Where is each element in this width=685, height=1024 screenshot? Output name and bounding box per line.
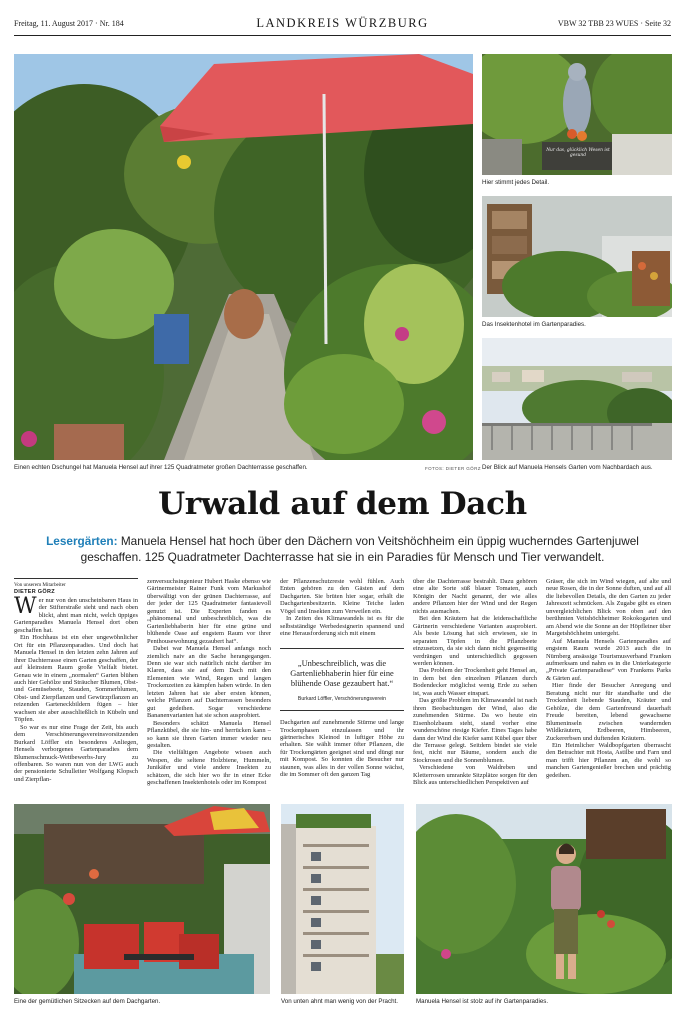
issue-date: Freitag, 11. August 2017 · Nr. 184	[14, 19, 124, 28]
pull-quote-attribution: Burkard Löffler, Verschönerungsverein	[297, 695, 387, 702]
page-meta: VBW 32 TBB 23 WUES · Seite 32	[557, 19, 671, 28]
article-paragraph: Das Problem der Trockenheit geht Hensel an, in dem bei den einzelnen Pflanzen durch Bodendecker möglichst wenig Erde zu sehen ist, was auch Wasser einspart.	[413, 667, 537, 697]
seating-corner-illustration	[14, 804, 270, 994]
pull-quote-text: „Unbeschreiblich, was die Gartenliebhaberin hier für eine blühende Oase gezaubert hat.“	[290, 658, 394, 688]
side-photo-rooftop-view	[482, 338, 672, 460]
article-column-3	[280, 578, 404, 796]
article-paragraph: So war es nur eine Frage der Zeit, bis auch dem Verschönerungsvereinsvorsitzenden Burkard Löffler ein besonderes Anliegen, Hensels verborgenes Gartenparadies dem Blumenschmuck-Wettbewerbs-Jury zu offenbaren. So waren nun von der LWG auch der pensionierte Schulleiter Wolfgang Klopsch und Zierpflan-	[14, 723, 138, 783]
drop-cap: W	[14, 594, 37, 619]
side-photo-2-caption: Das Insektenhotel im Gartenparadies.	[482, 321, 586, 328]
pull-quote	[280, 648, 404, 712]
garden-jungle-illustration	[14, 54, 473, 460]
deck-text: Manuela Hensel hat hoch über den Dächern von Veitshöchheim ein üppig wucherndes Gartenjuwel geschaffen. 125 Quadratmeter Dachterrasse hat sie in ein Paradies für Mensch und Tier verwandelt.	[80, 534, 639, 564]
side-photo-insect-hotel	[482, 196, 672, 317]
article-column-1	[14, 578, 138, 796]
bottom-photo-1-caption: Eine der gemütlichen Sitzecken auf dem Dachgarten.	[14, 998, 161, 1005]
side-photo-statue	[482, 54, 672, 175]
byline-label: Von unserem Mitarbeiter	[14, 582, 66, 588]
apartment-building-illustration	[281, 804, 404, 994]
article-column-2	[147, 578, 271, 796]
article-paragraph: Verschiedene von Waldreben und Kletterrosen umrankte Sitzplätze sorgen für den Blick aus unterschiedlichen Perspektiven auf	[413, 764, 537, 787]
article-paragraph: Auf Manuela Hensels Gartenparadies auf engstem Raum wurde 2013 auch die in Nürnberg ansässige Tourismusverband Franken aufmerksam und nahm es in die Unterkategorie „Private Gartenparadiese“ von Frankens Parks & Gärten auf.	[546, 637, 671, 682]
garden-sign: Nur das, glücklich Wesen ist gesund	[546, 148, 610, 158]
article-paragraph: In Zeiten des Klimawandels ist es für die selbstständige Werbedesignerin spannend und eine Herausforderung sich mit einem	[280, 615, 404, 638]
article-deck	[40, 533, 645, 565]
bottom-photo-seating	[14, 804, 270, 994]
byline	[14, 578, 138, 595]
article-paragraph: über die Dachterrasse bestrahlt. Dazu gehören eine alte Sorte süß blauer Tomaten, auch Königin der Nacht genannt, der wie alles andere Pflanzen hier der Wind und der Regen nichts ausmachen.	[413, 578, 537, 615]
gardener-portrait-illustration	[416, 804, 672, 994]
main-photo-caption: Einen echten Dschungel hat Manuela Hensel auf ihrer 125 Quadratmeter großen Dachterrasse geschaffen.	[14, 464, 308, 471]
article-paragraph: Hier finde der Besucher Anregung und Beratung nicht nur für standhafte und die Trockenheit liebende Stauden, Kräuter und Gehölze, die dem Gartenfreund dauerhaft Freude bereiten, lebend gewachsene Blumeninseln zwischen wandernden Wildkräutern, Erdbeeren, Himbeeren, Zuckererbsen und duftenden Kräutern.	[546, 682, 671, 742]
article-paragraph: Besonders schätzt Manuela Hensel Pflanzkübel, die sie hin- und herrücken kann – so kann sie ihren Garten immer wieder neu gestalten.	[147, 719, 271, 749]
insect-hotel-illustration	[482, 196, 672, 317]
article-paragraph: Bei den Kräutern hat die leidenschaftliche Gärtnerin verschiedene Varianten ausprobiert. Als beste Lösung hat sich erwiesen, sie in separaten Töpfen in die Pflanzbeete einzusetzen, da sie sich dann nicht gegenseitig verdrängen und unterschiedlich gegossen werden können.	[413, 615, 537, 667]
article-paragraph: Die vielfältigen Angebote wissen auch Wespen, die seltene Holzbiene, Hummeln, Junikäfer und viele andere Insekten zu schätzen, die sich hier wo ihr in einer Ecke geschaffenen Insektenhotels oder im Kompost	[147, 749, 271, 787]
bottom-photo-3-caption: Manuela Hensel ist stolz auf ihr Gartenparadies.	[416, 998, 549, 1005]
article-paragraph: Das größte Problem im Klimawandel ist nach ihren Beobachtungen der Wind, also die zunehmenden Stürme. Da wo heute ein Eisenholzbaum steht, stand vorher eine wunderschöne riesige Kiefer. Eines Tages habe dann der Wind die Kiefer samt Kübel quer über die Terrasse gelegt. Seitdem bindet sie viele fest, nicht nur Bäume, sondern auch die Stockrosen und die Sonnenblumen.	[413, 697, 537, 764]
side-photo-1-caption: Hier stimmt jedes Detail.	[482, 179, 550, 186]
article-paragraph: zenversuchsingenieur Hubert Haske ebenso wie Gärtnermeister Rainer Funk vom Markushof überwältigt von der grünen Dachterrasse, auf der jeder der 125 Quadratmeter fantasievoll genutzt ist. Die Experten fanden es „phänomenal und unbeschreiblich, was die Gartenliebhaberin hier für eine grüne und blühende Oase auf engstem Raum vor ihrer Penthousewohnung gezaubert hat“.	[147, 578, 271, 645]
section-title: LANDKREIS WÜRZBURG	[256, 16, 429, 30]
page-header	[14, 14, 671, 36]
article-column-4	[413, 578, 537, 796]
main-garden-photo	[14, 54, 473, 460]
deck-kicker: Lesergärten:	[46, 534, 118, 548]
article-paragraph: Ein Hochhaus ist ein eher ungewöhnlicher Ort für ein Pflanzenparadies. Und doch hat Manuela Hensel in den letzten zehn Jahren auf ihrer Dachterrasse einen Garten geschaffen, der auf kleinstem Raum große Vielfalt bietet. Genau wie in einem „normalen“ Garten blühen auch hier Gehölze und Sträucher Blumen, Obst- und Gemüsebeete, Stauden, Sommerblumen, Obst- und Zierpflanzen und Gewürzpflanzen an reizenden Garteneckbildern fügen – hier wachsen sie aber ausschließlich in Kübeln und Töpfen.	[14, 634, 138, 724]
byline-author: DIETER GÖRZ	[14, 588, 55, 595]
side-photo-3-caption: Der Blick auf Manuela Hensels Garten vom Nachbardach aus.	[482, 464, 653, 471]
article-paragraph: Dabei war Manuela Hensel anfangs noch ziemlich naiv an die Sache herangegangen. Denn sie war sich natürlich nicht darüber im Klaren, dass sie auf dem Dach mit den Elementen wie Wind, Regen und langen Trockenzeiten zu kämpfen haben würde. In den letzten Jahren hat sie aber ersten können, welche Pflanzen auf Dachterrassen besonders gut gedeihen. Sogar verschiedene Bananenvarianten hat sie schon ausprobiert.	[147, 645, 271, 720]
article-paragraph: Ein Heimlicher Waldbopfgarten überrascht den Betrachter mit Hosta, Astilbe und Farn und man trifft hier Pflanzen an, die wohl so manchen Gartengenießer brechen und prächtig gedeihen.	[546, 741, 671, 779]
article-paragraph: der Pflanzenschutzreste wohl fühlen. Auch Enten gehören zu den Gästen auf dem Dachgarten. Sie brüten hier sogar, erhält die Dachgartenbesitzerin. Kleine Teiche laden Vögel und Insekten zum Verweilen ein.	[280, 578, 404, 615]
article-paragraph: Gräser, die sich im Wind wiegen, auf alte und neue Rosen, die in der Sonne duften, und auf all die liebevollen Details, die den Garten zu jeder Jahreszeit schmücken. Als Zugabe gibt es einen unvergleichlichen Blick von oben auf den berühmten Veitshöchheimer Rokokogarten und am Abend wie die Sonne an der Höpfleiner über Margetshöchheim untergeht.	[546, 578, 671, 638]
bottom-photo-building	[281, 804, 404, 994]
bottom-photo-2-caption: Von unten ahnt man wenig von der Pracht.	[281, 998, 398, 1005]
rooftop-view-illustration	[482, 338, 672, 460]
article-headline: Urwald auf dem Dach	[158, 486, 527, 522]
article-paragraph: Dachgarten auf zunehmende Stürme und lange Trockenphasen einzulassen und ihr gärtnerisches Kleinod in luftiger Höhe zu erhalten. Sie wählt immer öfter Pflanzen, die für Trockengärten geeignet sind und düngt nur mit Kompost. So konnten die Besucher nur staunen, was alles in der vollen Sonne wächst, die im Sommer oft den ganzen Tag	[280, 719, 404, 779]
bottom-photo-portrait	[416, 804, 672, 994]
article-paragraph: Wer nur von den unscheinbaren Haus in der Stifterstraße sieht und nach oben blickt, ahnt man nicht, welch üppiges Gartenparadies Manuela Hensel dort oben geschaffen hat.	[14, 594, 138, 634]
article-column-5	[546, 578, 671, 796]
photo-credit: FOTOS: DIETER GÖRZ	[425, 466, 481, 471]
